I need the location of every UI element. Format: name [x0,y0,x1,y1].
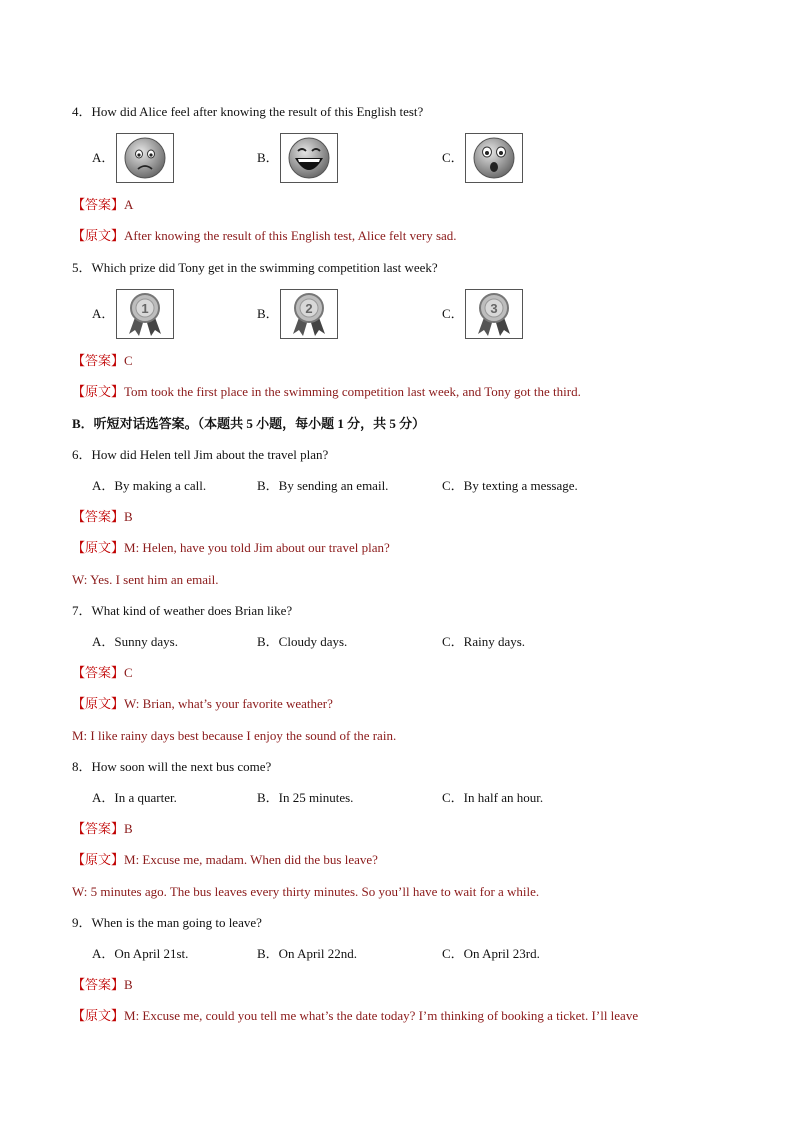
answer-value: A [124,197,134,212]
q8-answer [72,821,133,837]
transcript-text: M: Excuse me, madam. When did the bus leave? [124,852,378,867]
transcript-tag: 【原文】 [72,852,125,867]
q7-transcript-line-2: M: I like rainy days best because I enjoy the sound of the rain. [72,728,397,743]
q4-answer [72,197,133,213]
transcript-text: After knowing the result of this English test, Alice felt very sad. [124,228,457,243]
q4-option-b-label: B． [257,150,279,165]
q6-transcript-line-2: W: Yes. I sent him an email. [72,572,219,587]
transcript-text: W: Brian, what’s your favorite weather? [124,696,333,711]
q6-option-c: C．By texting a message. [442,478,578,493]
q4-option-c-label: C． [442,150,464,165]
q5-transcript [72,384,581,400]
medal-number: 2 [305,301,313,316]
transcript-tag: 【原文】 [72,540,125,555]
q6-option-b: B．By sending an email. [257,478,389,493]
answer-value: C [124,665,133,680]
q5-option-a-first-medal-icon [116,289,174,339]
q5-option-a-label: A． [92,306,115,321]
transcript-tag: 【原文】 [72,228,125,243]
q4-option-a-sad-face-icon [116,133,174,183]
q5-option-c-third-medal-icon [465,289,523,339]
answer-value: C [124,353,133,368]
q5-option-b-second-medal-icon [280,289,338,339]
answer-value: B [124,821,133,836]
q7-question: 7．What kind of weather does Brian like? [72,603,293,618]
q8-option-b: B．In 25 minutes. [257,790,354,805]
medal-number: 1 [141,301,149,316]
q9-option-c: C．On April 23rd. [442,946,540,961]
q5-option-c-label: C． [442,306,464,321]
answer-tag: 【答案】 [72,977,125,992]
transcript-text: M: Excuse me, could you tell me what’s the date today? I’m thinking of booking a ticket. I’ll leave [124,1008,639,1023]
medal-number: 3 [490,301,498,316]
q7-option-a: A．Sunny days. [92,634,178,649]
q9-answer [72,977,133,993]
q6-transcript [72,540,390,556]
q5-answer [72,353,133,369]
answer-tag: 【答案】 [72,821,125,836]
q6-answer [72,509,133,525]
answer-value: B [124,509,133,524]
answer-tag: 【答案】 [72,197,125,212]
q4-option-a-label: A． [92,150,115,165]
q4-option-c-surprised-face-icon [465,133,523,183]
section-b-heading: B．听短对话选答案。（本题共 5 小题，每小题 1 分，共 5 分） [72,416,426,431]
q4-transcript [72,228,457,244]
transcript-text: M: Helen, have you told Jim about our travel plan? [124,540,390,555]
q8-option-a: A．In a quarter. [92,790,177,805]
answer-tag: 【答案】 [72,509,125,524]
transcript-tag: 【原文】 [72,1008,125,1023]
q6-question: 6．How did Helen tell Jim about the travel plan? [72,447,329,462]
transcript-tag: 【原文】 [72,696,125,711]
q8-question: 8．How soon will the next bus come? [72,759,272,774]
transcript-tag: 【原文】 [72,384,125,399]
q9-option-b: B．On April 22nd. [257,946,358,961]
q5-option-b-label: B． [257,306,279,321]
q5-question: 5．Which prize did Tony get in the swimming competition last week? [72,260,438,275]
q9-transcript [72,1008,638,1024]
q9-question: 9．When is the man going to leave? [72,915,262,930]
q4-question: 4．How did Alice feel after knowing the result of this English test? [72,104,424,119]
q4-option-b-laughing-face-icon [280,133,338,183]
q7-answer [72,665,133,681]
q7-option-c: C．Rainy days. [442,634,526,649]
transcript-text: Tom took the first place in the swimming competition last week, and Tony got the third. [124,384,581,399]
answer-tag: 【答案】 [72,665,125,680]
q8-transcript [72,852,378,868]
q7-option-b: B．Cloudy days. [257,634,348,649]
answer-value: B [124,977,133,992]
q9-option-a: A．On April 21st. [92,946,189,961]
q8-transcript-line-2: W: 5 minutes ago. The bus leaves every thirty minutes. So you’ll have to wait for a while. [72,884,540,899]
q8-option-c: C．In half an hour. [442,790,544,805]
q7-transcript [72,696,333,712]
q6-option-a: A．By making a call. [92,478,207,493]
answer-tag: 【答案】 [72,353,125,368]
